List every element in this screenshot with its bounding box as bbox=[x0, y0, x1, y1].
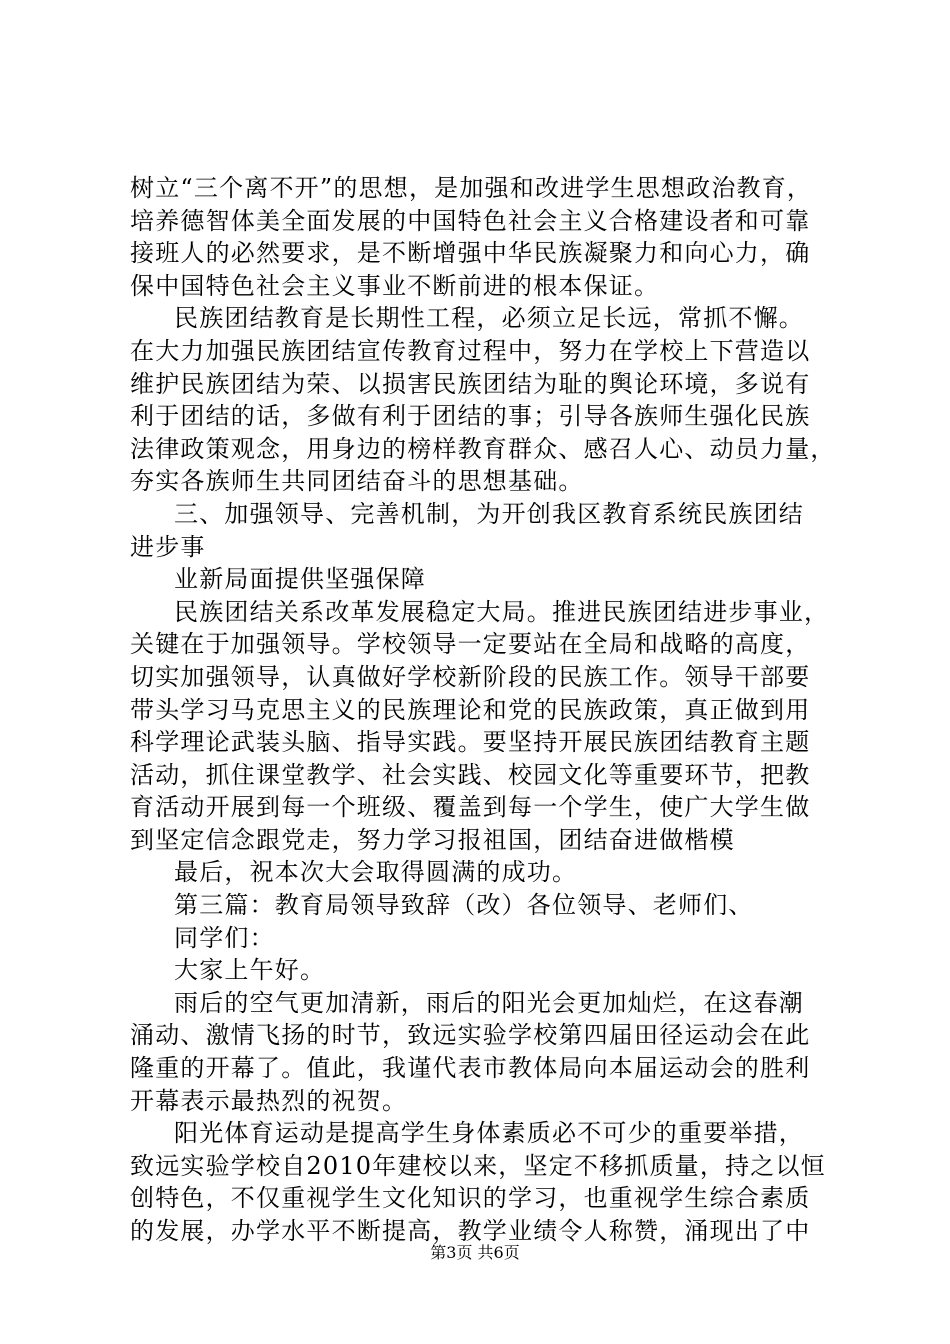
section-heading-line: 业新局面提供坚强保障 bbox=[174, 565, 426, 594]
text-line: 维护民族团结为荣、以损害民族团结为耻的舆论环境，多说有 bbox=[130, 369, 811, 398]
text-line: 阳光体育运动是提高学生身体素质必不可少的重要举措， bbox=[174, 1119, 804, 1148]
greeting-line: 大家上午好。 bbox=[174, 956, 326, 985]
text-line: 最后，祝本次大会取得圆满的成功。 bbox=[174, 858, 578, 887]
text-line: 保中国特色社会主义事业不断前进的根本保证。 bbox=[130, 271, 660, 300]
chapter-title-line: 第三篇：教育局领导致辞（改）各位领导、老师们、 bbox=[174, 891, 754, 920]
page-number-footer: 第3页 共6页 bbox=[430, 1243, 520, 1262]
text-line: 切实加强领导，认真做好学校新阶段的民族工作。领导干部要 bbox=[130, 662, 811, 691]
section-heading-line: 进步事 bbox=[130, 532, 206, 561]
text-line: 创特色，不仅重视学生文化知识的学习，也重视学生综合素质 bbox=[130, 1184, 811, 1213]
salutation-line: 同学们： bbox=[174, 923, 275, 952]
text-line: 科学理论武装头脑、指导实践。要坚持开展民族团结教育主题 bbox=[130, 728, 811, 757]
text-line: 利于团结的话，多做有利于团结的事；引导各族师生强化民族 bbox=[130, 402, 811, 431]
body-text bbox=[130, 172, 836, 1248]
text-line: 涌动、激情飞扬的时节，致远实验学校第四届田径运动会在此 bbox=[130, 1021, 811, 1050]
text-line: 法律政策观念，用身边的榜样教育群众、感召人心、动员力量， bbox=[130, 434, 836, 463]
text-line: 民族团结教育是长期性工程，必须立足长远，常抓不懈。 bbox=[174, 304, 804, 333]
text-line: 在大力加强民族团结宣传教育过程中，努力在学校上下营造以 bbox=[130, 336, 811, 365]
text-line: 带头学习马克思主义的民族理论和党的民族政策，真正做到用 bbox=[130, 695, 811, 724]
text-line: 培养德智体美全面发展的中国特色社会主义合格建设者和可靠 bbox=[130, 206, 811, 235]
text-line: 雨后的空气更加清新，雨后的阳光会更加灿烂，在这春潮 bbox=[174, 988, 804, 1017]
text-line: 隆重的开幕了。值此，我谨代表市教体局向本届运动会的胜利 bbox=[130, 1054, 811, 1083]
text-line: 关键在于加强领导。学校领导一定要站在全局和战略的高度， bbox=[130, 630, 811, 659]
text-line: 的发展，办学水平不断提高，教学业绩令人称赞，涌现出了中 bbox=[130, 1217, 811, 1245]
text-line: 到坚定信念跟党走，努力学习报祖国，团结奋进做楷模 bbox=[130, 825, 735, 854]
text-line: 开幕表示最热烈的祝贺。 bbox=[130, 1086, 408, 1115]
text-line: 民族团结关系改革发展稳定大局。推进民族团结进步事业， bbox=[174, 597, 830, 626]
section-heading-line: 三、加强领导、完善机制，为开创我区教育系统民族团结 bbox=[174, 499, 804, 528]
text-line: 夯实各族师生共同团结奋斗的思想基础。 bbox=[130, 467, 584, 496]
text-line: 接班人的必然要求，是不断增强中华民族凝聚力和向心力，确 bbox=[130, 239, 811, 268]
text-line: 活动，抓住课堂教学、社会实践、校园文化等重要环节，把教 bbox=[130, 760, 811, 789]
text-line: 树立“三个离不开”的思想，是加强和改进学生思想政治教育， bbox=[130, 174, 813, 202]
text-line: 育活动开展到每一个班级、覆盖到每一个学生，使广大学生做 bbox=[130, 793, 811, 822]
text-line: 致远实验学校自2010年建校以来，坚定不移抓质量，持之以恒 bbox=[130, 1151, 826, 1180]
